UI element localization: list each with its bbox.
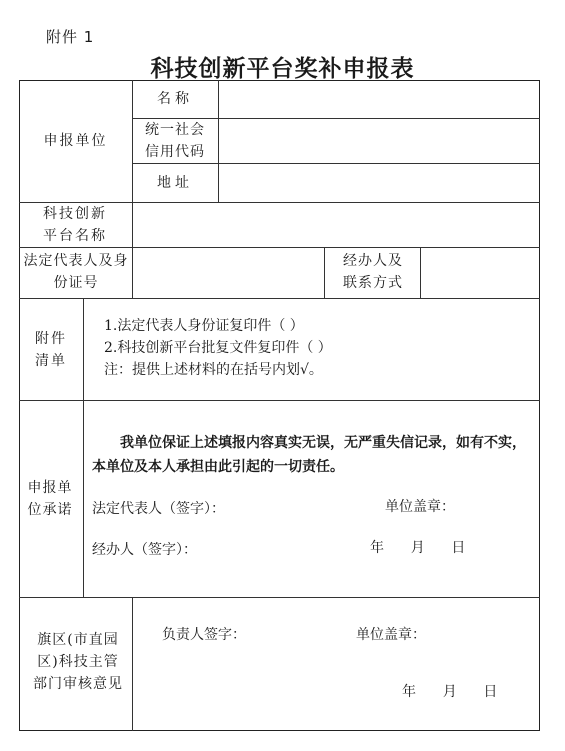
attachments-label: 附件清单 (35, 331, 67, 369)
name-label: 名称 (157, 91, 193, 107)
column-divider (324, 247, 325, 298)
credit-code-label: 统一社会信用代码 (145, 122, 205, 160)
attachment-item: 1.法定代表人身份证复印件（ ） (104, 318, 304, 334)
unit-seal: 单位盖章： (385, 499, 455, 515)
column-divider (132, 247, 133, 298)
commitment-label: 申报单位承诺 (27, 480, 73, 518)
commitment-text: 我单位保证上述填报内容真实无误，无严重失信记录，如有不实，本单位及本人承担由此引起的一切责任。 (92, 435, 526, 475)
form-title: 科技创新平台奖补申报表 (150, 55, 415, 82)
row-divider (19, 298, 540, 299)
review-unit-seal: 单位盖章： (356, 627, 426, 643)
platform-name-label: 科技创新平台名称 (43, 206, 107, 244)
column-divider (218, 80, 219, 202)
review-date: 年 月 日 (402, 684, 498, 700)
column-divider (83, 298, 84, 400)
row-divider (19, 597, 540, 598)
review-department-label: 旗区(市直园区)科技主管部门审核意见 (33, 632, 123, 692)
attachment-note: 注：提供上述材料的在括号内划√。 (104, 362, 323, 378)
column-divider (420, 247, 421, 298)
handler-contact-label: 经办人及联系方式 (343, 253, 403, 291)
row-divider (19, 247, 540, 248)
handler-signature: 经办人（签字）： (92, 542, 197, 558)
attachment-number: 附件 1 (46, 28, 95, 46)
attachment-item: 2.科技创新平台批复文件复印件（ ） (104, 340, 332, 356)
row-divider (132, 163, 540, 164)
applicant-unit-label: 申报单位 (43, 133, 108, 149)
column-divider (83, 400, 84, 597)
commitment-date: 年 月 日 (370, 540, 466, 556)
legal-rep-id-label: 法定代表人及身份证号 (23, 253, 129, 291)
legal-rep-signature: 法定代表人（签字）： (92, 501, 225, 517)
column-divider (132, 202, 133, 247)
leader-signature: 负责人签字： (162, 627, 246, 643)
address-label: 地址 (157, 175, 193, 191)
column-divider (132, 597, 133, 731)
row-divider (19, 400, 540, 401)
